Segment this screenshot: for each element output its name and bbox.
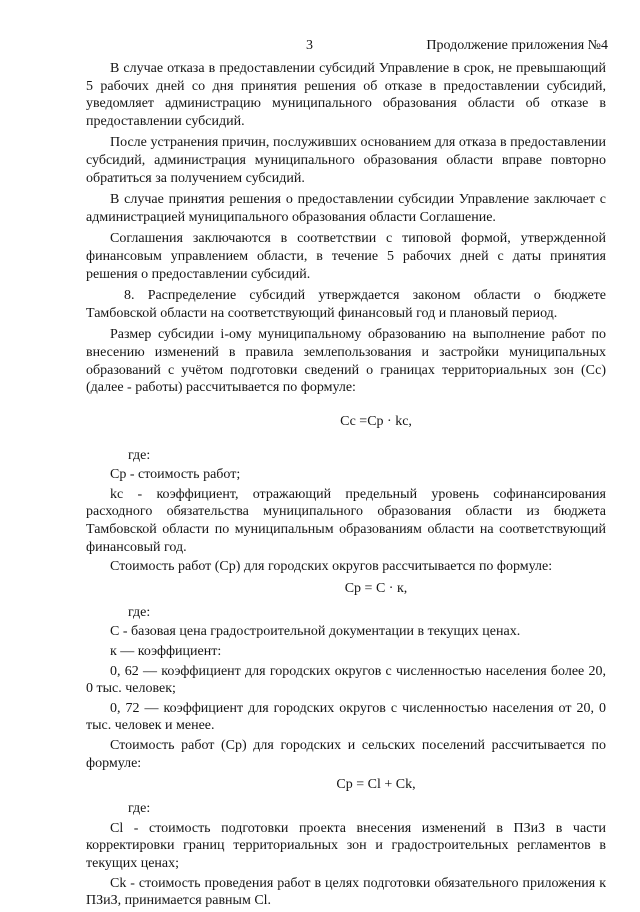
paragraph-refusal-notice: В случае отказа в предоставлении субсидий Управление в срок, не превышающий 5 рабочих дней со дня принятия решения об отказе в предоставлении субсидий, уведомляет администрацию муниципального образования области об отказе в предоставлении субсидий. (86, 61, 606, 129)
body-text (86, 60, 606, 912)
paragraph-settlement-cost: Стоимость работ (Ср) для городских и сельских поселений рассчитывается по формуле: (86, 738, 606, 771)
definition-kc: kс - коэффициент, отражающий предельный уровень софинансирования расходного обязательства муниципального образования области из бюджета Тамбовской области по муниципальным образованиям области на соответствующий финансовый год. (86, 486, 606, 555)
where-label: где: (128, 447, 151, 463)
annex-caption: Продолжение приложения №4 (426, 38, 608, 53)
where-label: где: (128, 801, 151, 817)
definition-k-small: 0, 72 — коэффициент для городских округов с численностью населения от 20, 0 тыс. человек и менее. (86, 700, 606, 734)
paragraph-agreement-form: Соглашения заключаются в соответствии с типовой формой, утвержденной финансовым управлением области, в течение 5 рабочих дней с даты принятия решения о предоставлении субсидий. (86, 231, 606, 282)
definition-ck: Сk - стоимость проведения работ в целях подготовки обязательного приложения к ПЗиЗ, принимается равным Сl. (86, 875, 606, 909)
definition-c: С - базовая цена градостроительной документации в текущих ценах. (110, 624, 521, 640)
paragraph-agreement: В случае принятия решения о предоставлении субсидии Управление заключает с администрацией муниципального образования области Соглашение. (86, 192, 606, 225)
paragraph-reapply: После устранения причин, послуживших основанием для отказа в предоставлении субсидий, администрация муниципального образования области вправе повторно обратиться за получением субсидий. (86, 135, 606, 186)
formula-urban-cost: Ср = С · к, (344, 580, 408, 596)
formula-subsidy: Сс =Ср · kс, (340, 413, 412, 429)
definition-k-large: 0, 62 — коэффициент для городских округов с численностью населения более 20, 0 тыс. человек; (86, 663, 606, 697)
definition-k: к — коэффициент: (110, 644, 222, 660)
paragraph-distribution: 8. Распределение субсидий утверждается законом области о бюджете Тамбовской области на соответствующий финансовый год и плановый период. (86, 288, 606, 321)
formula-settlement-cost: Ср = Сl + Сk, (336, 777, 416, 793)
paragraph-urban-cost: Стоимость работ (Ср) для городских округов рассчитывается по формуле: (110, 559, 553, 575)
paragraph-subsidy-size: Размер субсидии i-ому муниципальному образованию на выполнение работ по внесению изменений в правила землепользования и застройки муниципальных образований с учётом подготовки сведений о границах территориальных зон (Сс) (далее - работы) рассчитывается по формуле: (86, 327, 606, 396)
page-number: 3 (306, 38, 313, 53)
definition-cp: Ср - стоимость работ; (110, 467, 241, 483)
definition-cl: Сl - стоимость подготовки проекта внесения изменений в ПЗиЗ в части корректировки границ территориальных зон и градостроительных регламентов в текущих ценах; (86, 820, 606, 871)
where-label: где: (128, 604, 151, 620)
